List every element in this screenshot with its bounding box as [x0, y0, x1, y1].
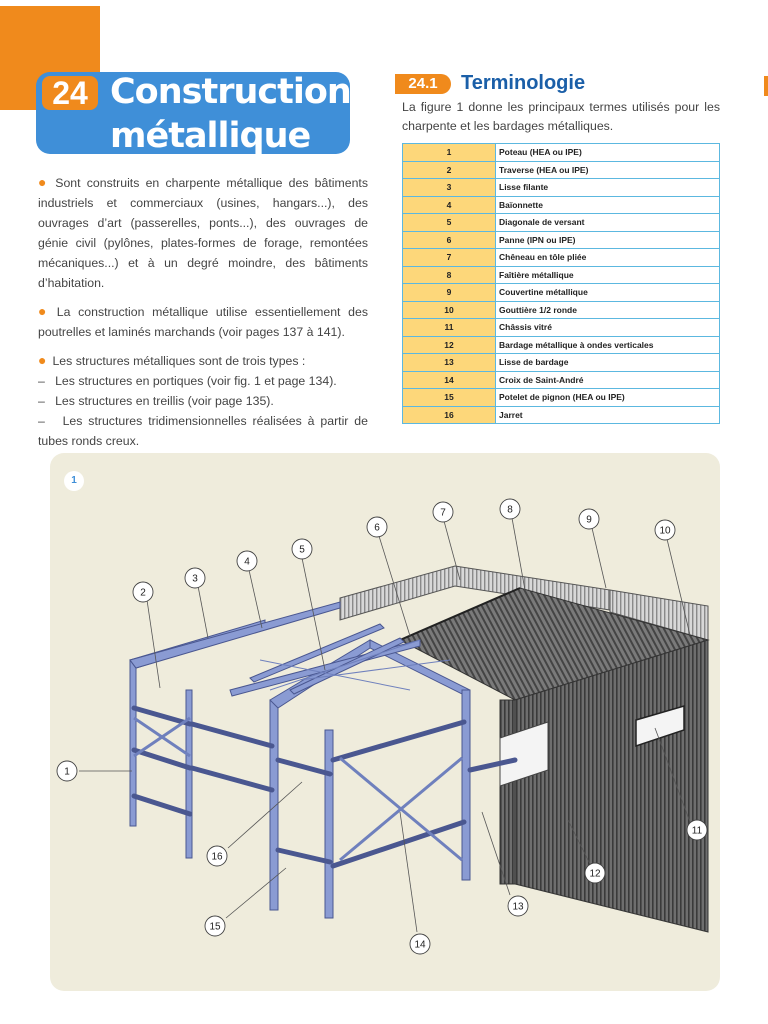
term-label: Gouttière 1/2 ronde: [496, 301, 720, 319]
term-label: Châssis vitré: [496, 319, 720, 337]
callout-label: 8: [507, 504, 513, 516]
intro-paragraph: ● Sont construits en charpente métallique des bâtiments industriels et commerciaux (usines, hangars...), des ouvrages d’art (passerelles, ponts...), des ouvrages de génie civil (pylônes, plates-formes de forage, remontées mécaniques...) et à un degré moindre, des bâtiments d’habitation.: [38, 174, 368, 290]
callout-label: 14: [414, 939, 426, 951]
term-number: 11: [403, 319, 496, 337]
term-number: 2: [403, 161, 496, 179]
term-number: 9: [403, 284, 496, 302]
callout-label: 6: [374, 522, 380, 534]
gable-cladding: [500, 700, 515, 884]
intro-paragraph: ● Les structures métalliques sont de trois types :: [38, 352, 306, 368]
section-text: La figure 1 donne les principaux termes utilisés pour les charpente et les bardages métalliques.: [402, 100, 720, 133]
callout-label: 15: [209, 921, 221, 933]
term-number: 15: [403, 389, 496, 407]
callout-label: 3: [192, 573, 198, 585]
term-label: Couvertine métallique: [496, 284, 720, 302]
bullet-icon: ●: [38, 303, 51, 319]
term-number: 16: [403, 406, 496, 424]
callout-label: 12: [589, 868, 601, 880]
section-number: 24.1: [395, 74, 451, 94]
term-number: 8: [403, 266, 496, 284]
section-title: Terminologie: [461, 72, 586, 94]
term-label: Poteau (HEA ou IPE): [496, 144, 720, 162]
term-number: 5: [403, 214, 496, 232]
term-number: 13: [403, 354, 496, 372]
term-label: Lisse filante: [496, 179, 720, 197]
term-label: Faîtière métallique: [496, 266, 720, 284]
list-item: – Les structures tridimensionnelles réalisées à partir de tubes ronds creux.: [38, 414, 368, 448]
callout-label: 1: [64, 766, 70, 778]
chapter-number: 24: [42, 76, 98, 110]
callout-label: 10: [659, 525, 671, 537]
term-number: 4: [403, 196, 496, 214]
callout-label: 5: [299, 544, 305, 556]
term-number: 10: [403, 301, 496, 319]
term-label: Jarret: [496, 406, 720, 424]
term-label: Bardage métallique à ondes verticales: [496, 336, 720, 354]
chapter-title-line1: Construction: [110, 72, 351, 112]
term-label: Potelet de pignon (HEA ou IPE): [496, 389, 720, 407]
term-label: Lisse de bardage: [496, 354, 720, 372]
callout-label: 9: [586, 514, 592, 526]
intro-paragraph: ● La construction métallique utilise essentiellement des poutrelles et laminés marchands (voir pages 137 à 141).: [38, 303, 368, 339]
list-item: – Les structures en treillis (voir page 135).: [38, 394, 274, 408]
term-label: Baïonnette: [496, 196, 720, 214]
callout-label: 2: [140, 587, 146, 599]
figure-number: 1: [64, 471, 84, 491]
callout-label: 13: [512, 901, 524, 913]
term-label: Chêneau en tôle pliée: [496, 249, 720, 267]
term-label: Traverse (HEA ou IPE): [496, 161, 720, 179]
callout-label: 4: [244, 556, 250, 568]
term-label: Croix de Saint-André: [496, 371, 720, 389]
callout-label: 16: [211, 851, 223, 863]
term-label: Diagonale de versant: [496, 214, 720, 232]
list-item: – Les structures en portiques (voir fig. 1 et page 134).: [38, 374, 337, 388]
term-number: 6: [403, 231, 496, 249]
bullet-icon: ●: [38, 174, 50, 190]
term-label: Panne (IPN ou IPE): [496, 231, 720, 249]
term-number: 12: [403, 336, 496, 354]
callout-label: 11: [691, 825, 703, 837]
callout-label: 7: [440, 507, 446, 519]
term-number: 14: [403, 371, 496, 389]
term-number: 1: [403, 144, 496, 162]
term-number: 3: [403, 179, 496, 197]
chapter-title-line2: métallique: [110, 116, 311, 156]
bullet-icon: ●: [38, 352, 47, 368]
term-number: 7: [403, 249, 496, 267]
